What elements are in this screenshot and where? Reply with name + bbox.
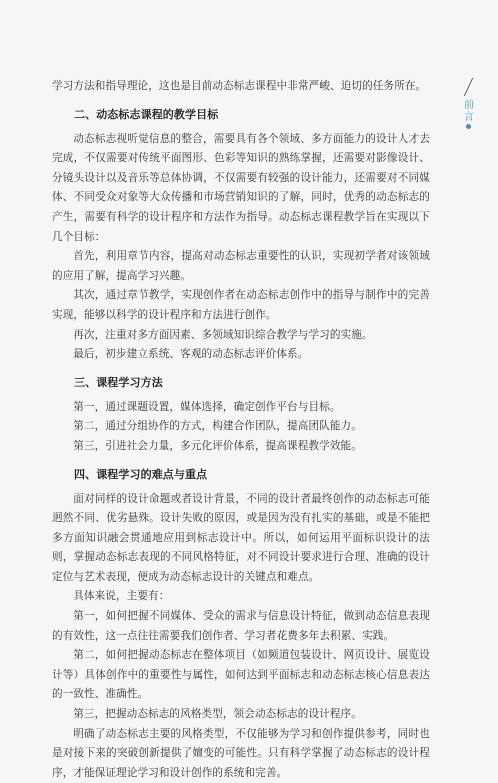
paragraph: 面对同样的设计命题或者设计背景，不同的设计者最终创作的动态标志可能迥然不同、优劣悬殊。设计失败的原因，或是因为没有扎实的基础，或是不能把多方面知识融会贯通地应用到标志设计中。所以，如何运用平面标识设计的法则，掌握动态标志表现的不同风格特征，对不同设计要求进行合理、准确的设计定位与艺术表现，便成为动态标志设计的关键点和难点。 bbox=[52, 492, 430, 583]
paragraph: 具体来说，主要有： bbox=[73, 590, 170, 603]
paragraph: 最后，初步建立系统、客观的动态标志评价体系。 bbox=[73, 348, 309, 361]
paragraph: 学习方法和指导理论，这也是目前动态标志课程中非常严峻、迫切的任务所在。 bbox=[52, 80, 427, 92]
paragraph: 动态标志视听觉信息的整合，需要具有各个领域、多方面能力的设计人才去完成，不仅需要对传统平面图形、色彩等知识的熟练掌握，还需要对影像设计、分镜头设计以及音乐等总体协调，不仅需要有较强的设计能力，还需要对不同媒体、不同受众对象等大众传播和市场营销知识的了解，同时，优秀的动态标志的产生，需要有科学的设计程序和方法作为指导。动态标志课程教学旨在实现以下几个目标： bbox=[52, 132, 430, 243]
section-heading: 三、课程学习方法 bbox=[74, 375, 163, 389]
paragraph: 第二，通过分组协作的方式，构建合作团队，提高团队能力。 bbox=[73, 420, 362, 433]
body-text bbox=[52, 77, 430, 783]
paragraph: 首先，利用章节内容，提高对动态标志重要性的认识，实现初学者对该领域的应用了解，提高学习兴趣。 bbox=[52, 250, 430, 282]
paragraph: 第三，引进社会力量，多元化评价体系，提高课程教学效能。 bbox=[73, 439, 362, 452]
paragraph: 第一，如何把握不同媒体、受众的需求与信息设计特征，做到动态信息表现的有效性，这一点往往需要我们创作者、学习者花费多年去积累、实践。 bbox=[52, 610, 430, 642]
paragraph: 第三，把握动态标志的风格类型，领会动态标志的设计程序。 bbox=[73, 708, 362, 721]
section-tab-dot bbox=[466, 124, 471, 129]
section-heading: 二、动态标志课程的教学目标 bbox=[74, 107, 219, 121]
paragraph: 再次，注重对多方面因素、多领域知识综合教学与学习的实施。 bbox=[73, 328, 373, 341]
section-tab-label: 前言 bbox=[464, 100, 474, 123]
section-heading: 四、课程学习的难点与重点 bbox=[74, 467, 208, 481]
paragraph: 第一，通过课题设置，媒体选择，确定创作平台与目标。 bbox=[73, 400, 341, 413]
paragraph: 其次，通过章节教学，实现创作者在动态标志创作中的指导与制作中的完善实现，能够以科学的设计程序和方法进行创作。 bbox=[52, 289, 430, 321]
margin-divider bbox=[464, 78, 473, 96]
paragraph: 明确了动态标志主要的风格类型，不仅能够为学习和创作提供参考，同时也是对接下来的突破创新提供了嬗变的可能性。只有科学掌握了动态标志的设计程序，才能保证理论学习和设计创作的系统和完善。 bbox=[52, 727, 430, 779]
paragraph: 第二，如何把握动态标志在整体项目（如频道包装设计、网页设计、展览设计等）具体创作中的重要性与属性，如何达到平面标志和动态标志核心信息表达的一致性、准确性。 bbox=[52, 649, 430, 701]
